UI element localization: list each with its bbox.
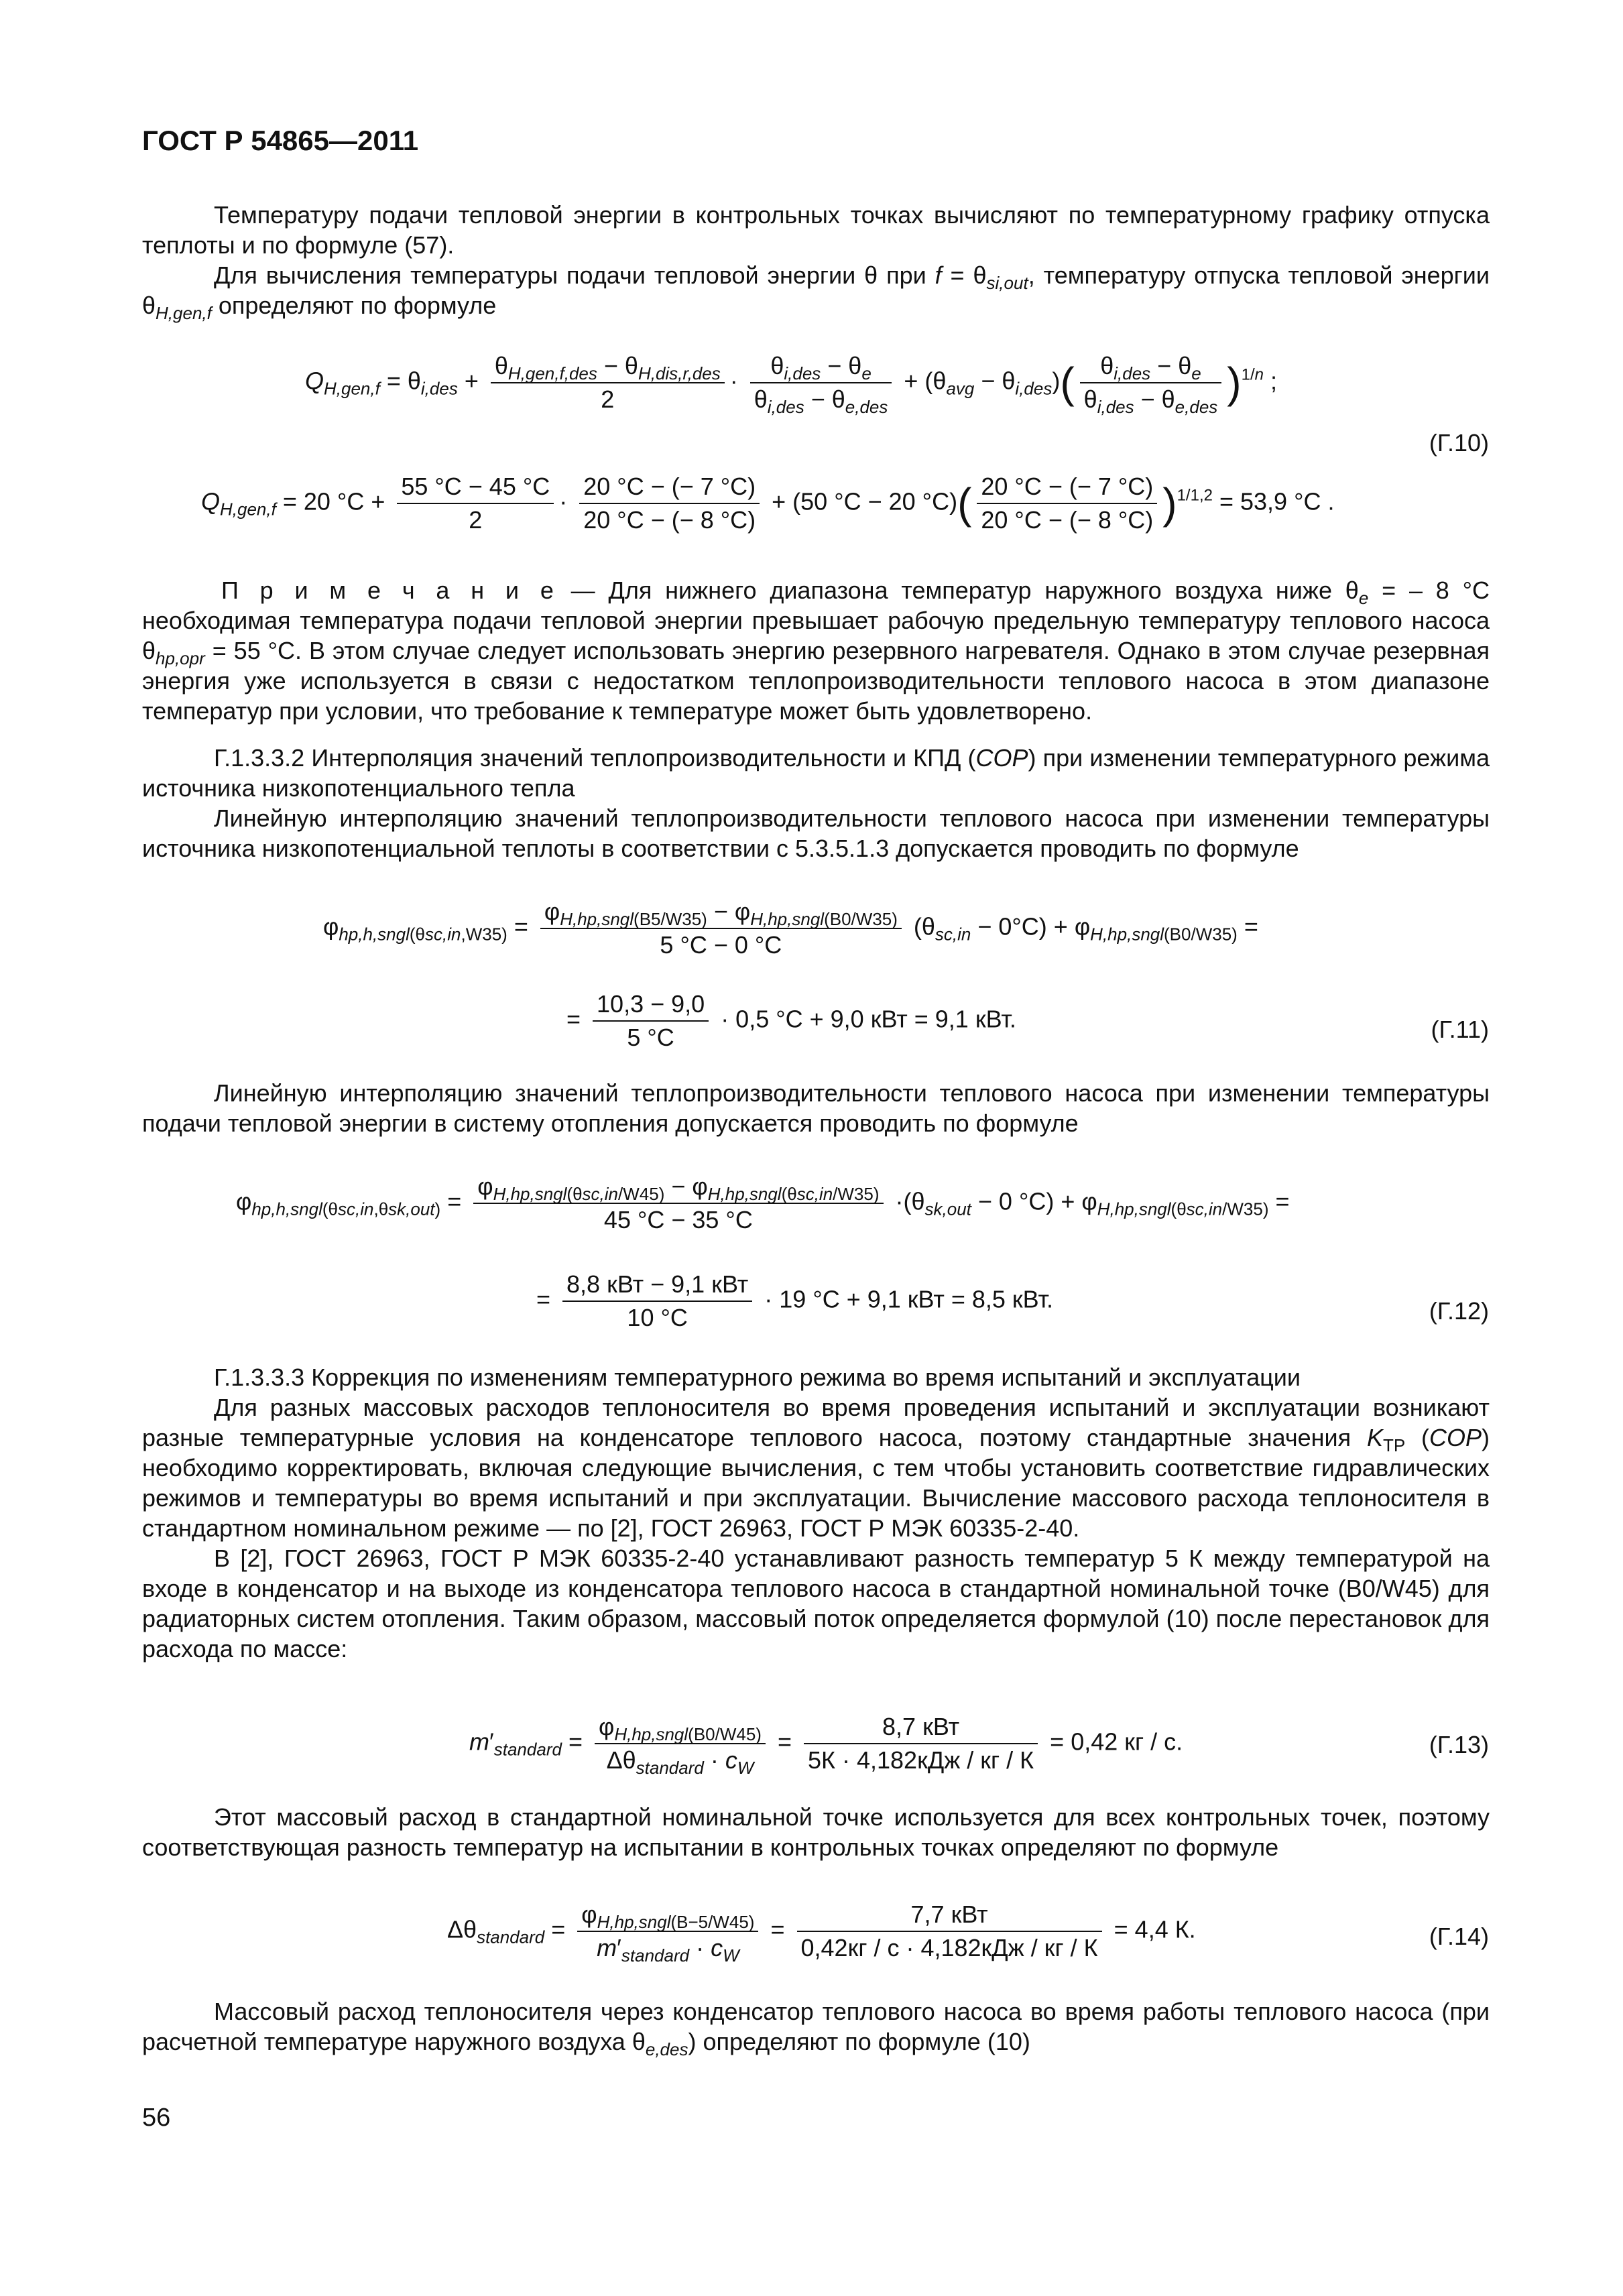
formula-g13: $m'_{standard}$ = $\varphi_{H,hp,sngl(B0/W45)}$ $\Delta\theta_{standard} \cdot c_W$ = 8,7 кВт 5К · 4,182кДж / кг / К = 0,42 кг / с. bbox=[469, 1713, 1183, 1778]
page-header: ГОСТ Р 54865—2011 bbox=[142, 125, 419, 156]
formula-g11-result: · 0,5 °C + 9,0 кВт = 9,1 кВт. bbox=[721, 1005, 1016, 1033]
paragraph-2: Для вычисления температуры подачи тепловой энергии θ при $f = \theta_{si,out}$, температуру отпуска тепловой энергии $\theta_{H,gen,f}$ определяют по формуле bbox=[142, 261, 1490, 323]
formula-g11-symbolic: $\varphi_{hp,h,sngl(\theta sc,in,W35)}$ = $\varphi_{H,hp,sngl(B5/W35)} - \varphi_{H,hp,sngl(B0/W35)}$ 5 °C − 0 °C $(\theta_{sc,in} - 0^\circ C) + \varphi_{H,hp,sngl(B0/W35)}$ = bbox=[323, 898, 1258, 959]
page-number: 56 bbox=[142, 2104, 171, 2132]
equation-number-g13: (Г.13) bbox=[1429, 1731, 1489, 1758]
formula-g13-result: = 0,42 кг / с. bbox=[1050, 1728, 1183, 1756]
formula-g10-symbolic: $Q_{H,gen,f} = \theta_{i,des}$ + $\theta_{H,gen,f,des} - \theta_{H,dis,r,des}$ 2 · $\theta_{i,des} - \theta_e$ $\theta_{i,des} - \theta_{e,des}$ + $(\theta_{avg} - \theta_{i,des})$( $\theta_{i,des} - \theta_e$ $\theta_{i,des} - \theta_{e,des}$ )$^{1/n}$ ; bbox=[305, 352, 1277, 417]
equation-number-g14: (Г.14) bbox=[1429, 1923, 1489, 1950]
note-paragraph: П р и м е ч а н и е — Для нижнего диапазона температур наружного воздуха ниже $\theta_e$ = – 8 °С необходимая температура подачи тепловой энергии превышает рабочую предельную температуру теплового насоса $\theta_{hp,opr} = 55$ °С. В этом случае следует использовать энергию резервного нагревателя. Однако в этом случае резервная энергия уже используется в связи с недостатком теплопроизводительности теплового насоса в этом диапазоне температур при условии, что требование к температуре может быть удовлетворено. bbox=[142, 577, 1490, 725]
section-g-1-3-3-3: Г.1.3.3.3 Коррекция по изменениям температурного режима во время испытаний и эксплуатации bbox=[214, 1364, 1301, 1391]
formula-g10-numeric: $Q_{H,gen,f} = 20$ °C + $\frac{55 ^\circ C - 45 ^\circ C}{2}$ · $\frac{20 ^\circ C - (- 7 ^\circ C)}{20 ^\circ C - (- 8 ^\circ C)}$ + (50 °C − 20 °C)( $\frac{20 ^\circ C - (- 7 ^\circ C)}{20 ^\circ C - (- 8 ^\circ C)}$ )$^{1/1,2}$ = 53,9 °C . bbox=[201, 473, 1335, 534]
equation-number-g10: (Г.10) bbox=[1429, 429, 1489, 457]
formula-g10-result: = 53,9 °C . bbox=[1219, 487, 1335, 516]
formula-g11-numeric: = $\frac{10,3 - 9,0}{5 ^\circ C}$ · 0,5 °C + 9,0 кВт = 9,1 кВт. bbox=[566, 990, 1016, 1051]
paragraph-5: Для разных массовых расходов теплоносителя во время проведения испытаний и эксплуатации возникают разные температурные условия на конденсаторе теплового насоса, поэтому стандартные значения $K_{TP}$ (COP) необходимо корректировать, включая следующие вычисления, с тем чтобы установить соответствие гидравлических режимов и температуры во время испытаний и при эксплуатации. Вычисление массового расхода теплоносителя в стандартном номинальном режиме — по [2], ГОСТ 26963, ГОСТ Р МЭК 60335-2-40. bbox=[142, 1394, 1490, 1542]
section-g-1-3-3-2: Г.1.3.3.2 Интерполяция значений теплопроизводительности и КПД (COP) при изменении температурного режима источника низкопотенциального тепла bbox=[142, 744, 1490, 802]
equation-number-g11: (Г.11) bbox=[1431, 1016, 1489, 1043]
formula-g14: $\Delta\theta_{standard}$ = $\varphi_{H,hp,sngl(B-5/W45)}$ $m'_{standard} \cdot c_W$ = 7,7 кВт 0,42кг / с · 4,182кДж / кг / К = 4,4 К. bbox=[447, 1900, 1196, 1966]
paragraph-8: Массовый расход теплоносителя через конденсатор теплового насоса во время работы теплового насоса (при расчетной температуре наружного воздуха $\theta_{e,des}$) определяют по формуле (10) bbox=[142, 1998, 1490, 2059]
paragraph-4: Линейную интерполяцию значений теплопроизводительности теплового насоса при изменении температуры подачи тепловой энергии в систему отопления допускается проводить по формуле bbox=[142, 1079, 1490, 1137]
formula-g12-symbolic: $\varphi_{hp,h,sngl(\theta sc,in,\theta sk,out)}$ = $\varphi_{H,hp,sngl(\theta sc,in/W45)} - \varphi_{H,hp,sngl(\theta sc,in/W35)}$ 45 °C − 35 °C $\cdot(\theta_{sk,out} - 0$ $^\circ C) + \varphi_{H,hp,sngl(\theta sc,in/W35)}$ = bbox=[236, 1172, 1290, 1233]
formula-g12-result: · 19 °C + 9,1 кВт = 8,5 кВт. bbox=[764, 1285, 1053, 1313]
formula-g12-numeric: = 8,8 кВт − 9,1 кВт 10 °C · 19 °C + 9,1 кВт = 8,5 кВт. bbox=[536, 1270, 1053, 1331]
paragraph-3: Линейную интерполяцию значений теплопроизводительности теплового насоса при изменении температуры источника низкопотенциальной теплоты в соответствии с 5.3.5.1.3 допускается проводить по формуле bbox=[142, 804, 1490, 862]
paragraph-1: Температуру подачи тепловой энергии в контрольных точках вычисляют по температурному графику отпуска теплоты и по формуле (57). bbox=[142, 201, 1490, 259]
formula-g14-result: = 4,4 К. bbox=[1114, 1915, 1196, 1943]
paragraph-7: Этот массовый расход в стандартной номинальной точке используется для всех контрольных точек, поэтому соответствующая разность температур на испытании в контрольных точках определяют по формуле bbox=[142, 1803, 1490, 1861]
paragraph-6: В [2], ГОСТ 26963, ГОСТ Р МЭК 60335-2-40 устанавливают разность температур 5 К между температурой на входе в конденсатор и на выходе из конденсатора теплового насоса в стандартной номинальной точке (B0/W45) для радиаторных систем отопления. Таким образом, массовый поток определяется формулой (10) после перестановок для расхода по массе: bbox=[142, 1545, 1490, 1663]
equation-number-g12: (Г.12) bbox=[1429, 1297, 1489, 1325]
